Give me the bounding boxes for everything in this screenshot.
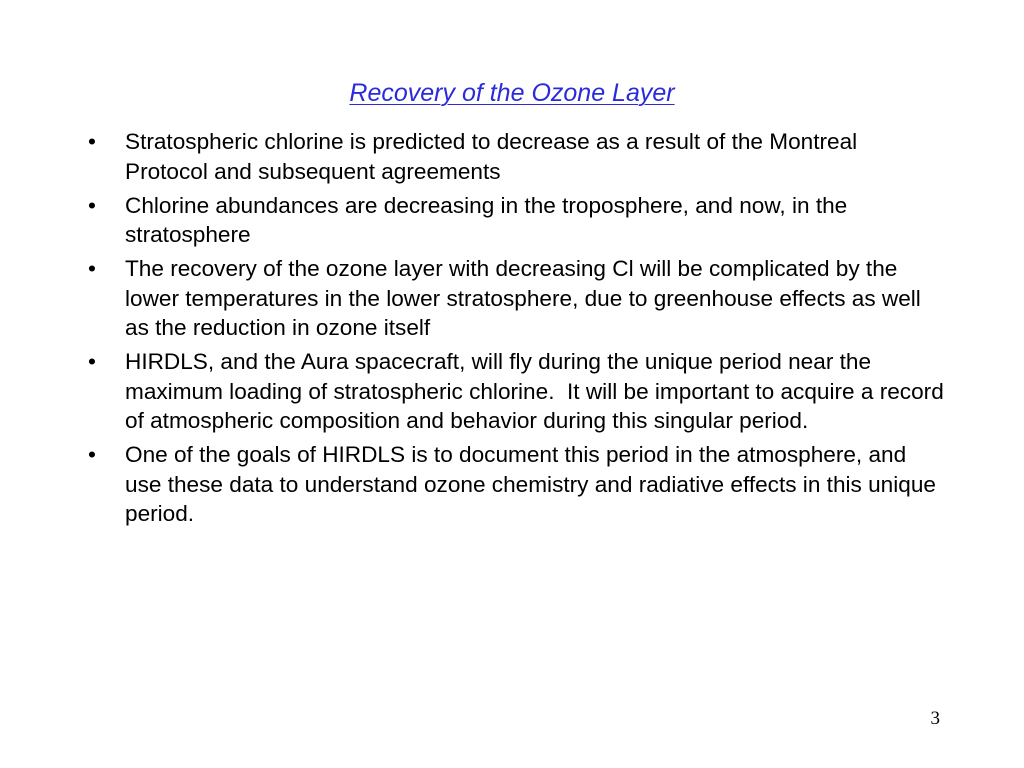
bullet-item-1 xyxy=(88,127,944,186)
bullet-text: One of the goals of HIRDLS is to document this period in the atmosphere, and use these data to understand ozone chemistry and radiative effects in this unique period. xyxy=(125,442,936,526)
bullet-marker: • xyxy=(88,129,96,154)
bullet-text: Stratospheric chlorine is predicted to decrease as a result of the Montreal Protocol and subsequent agreements xyxy=(125,129,858,184)
bullet-item-3 xyxy=(88,254,944,343)
bullet-item-2 xyxy=(88,191,944,250)
bullet-text: HIRDLS, and the Aura spacecraft, will fly during the unique period near the maximum loading of stratospheric chlorine. It will be important to acquire a record of atmospheric composition and behavior during this singular period. xyxy=(125,349,951,433)
slide-title: Recovery of the Ozone Layer xyxy=(349,79,675,107)
bullet-list xyxy=(88,127,951,533)
bullet-marker: • xyxy=(88,256,96,281)
bullet-item-5 xyxy=(88,440,944,529)
bullet-marker: • xyxy=(88,192,96,218)
page-number: 3 xyxy=(930,708,940,729)
bullet-marker: • xyxy=(88,442,96,467)
bullet-text: The recovery of the ozone layer with decreasing Cl will be complicated by the lower temperatures in the lower stratosphere, due to greenhouse effects as well as the reduction in ozone itself xyxy=(125,256,921,340)
bullet-text: Chlorine abundances are decreasing in the troposphere, and now, in the stratosphere xyxy=(125,192,848,247)
bullet-item-4 xyxy=(88,347,951,436)
bullet-marker: • xyxy=(88,349,96,374)
